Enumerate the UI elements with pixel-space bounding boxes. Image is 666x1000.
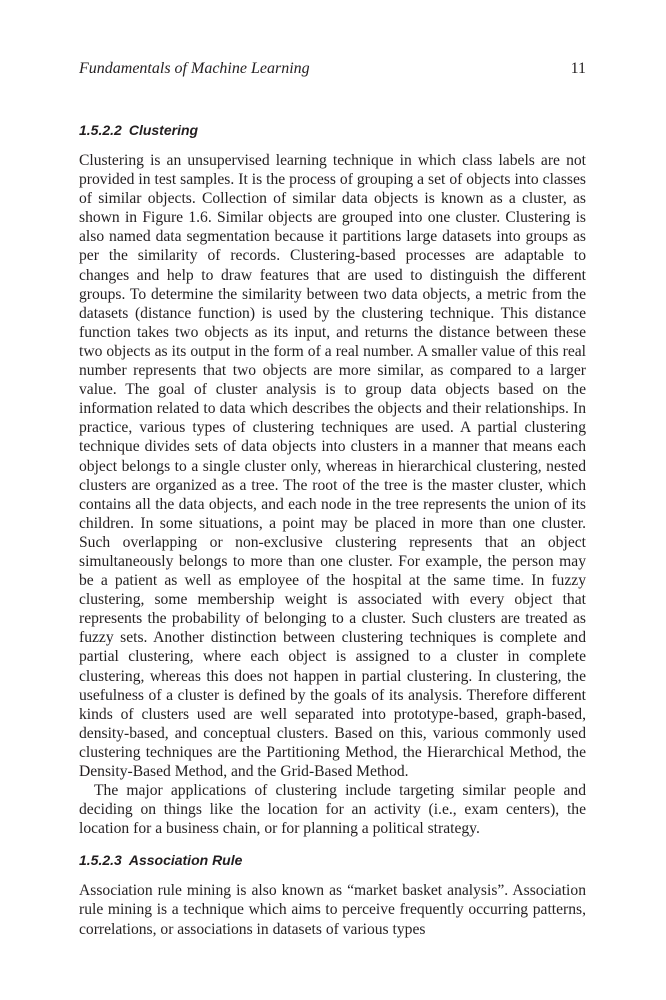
paragraph: Association rule mining is also known as “market basket analysis”. Association rule mining is a technique which aims to perceive frequently occurring patterns, correlations, or associations in datasets of various types bbox=[79, 882, 586, 938]
section-number: 1.5.2.3 bbox=[79, 852, 122, 869]
paragraph: The major applications of clustering include targeting similar people and deciding on things like the location for an activity (i.e., exam centers), the location for a business chain, or for planning a political strategy. bbox=[79, 782, 586, 838]
section-title: Clustering bbox=[128, 122, 199, 138]
section-number: 1.5.2.2 bbox=[79, 122, 122, 138]
page-body bbox=[79, 120, 586, 939]
section-heading-clustering bbox=[79, 120, 586, 140]
paragraph: Clustering is an unsupervised learning technique in which class labels are not provided in test samples. It is the process of grouping a set of objects into classes of similar objects. Collection of similar data objects is known as a cluster, as shown in Figure 1.6. Similar objects are grouped into one cluster. Clustering is also named data segmentation because it partitions large datasets into groups as per the similarity of records. Clustering-based processes are adaptable to changes and help to draw features that are used to distinguish the different groups. To determine the similarity between two data objects, a metric from the datasets (distance function) is used by the clustering technique. This distance function takes two objects as its input, and returns the distance between these two objects as its output in the form of a real number. A smaller value of this real number represents that two objects are more similar, as compared to a larger value. The goal of cluster analysis is to group data objects based on the information related to data which describes the objects and their relationships. In practice, various types of clustering techniques are used. A partial clustering technique divides sets of data objects into clusters in a manner that means each object belongs to a single cluster only, whereas in hierarchical clustering, nested clusters are organized as a tree. The root of the tree is the master cluster, which contains all the data objects, and each node in the tree represents the union of its children. In some situations, a point may be placed in more than one cluster. Such overlapping or non-exclusive clustering represents that an object simultaneously belongs to more than one cluster. For example, the person may be a patient as well as employee of the hospital at the same time. In fuzzy clustering, some membership weight is associated with every object that represents the probability of belonging to a cluster. Such clusters are treated as fuzzy sets. Another distinction between clustering techniques is complete and partial clustering, where each object is assigned to a cluster in complete clustering, whereas this does not happen in partial clustering. In clustering, the usefulness of a cluster is defined by the goals of its analysis. Therefore different kinds of clusters used are well separated into prototype-based, graph-based, density-based, and conceptual clusters. Based on this, various commonly used clustering techniques are the Partitioning Method, the Hierarchical Method, the Density-Based Method, and the Grid-Based Method. bbox=[79, 152, 586, 780]
running-head-title: Fundamentals of Machine Learning bbox=[79, 60, 310, 77]
section-heading-association-rule bbox=[79, 850, 586, 870]
running-head bbox=[79, 58, 586, 80]
section-title: Association Rule bbox=[128, 852, 243, 869]
page-number: 11 bbox=[570, 60, 586, 77]
